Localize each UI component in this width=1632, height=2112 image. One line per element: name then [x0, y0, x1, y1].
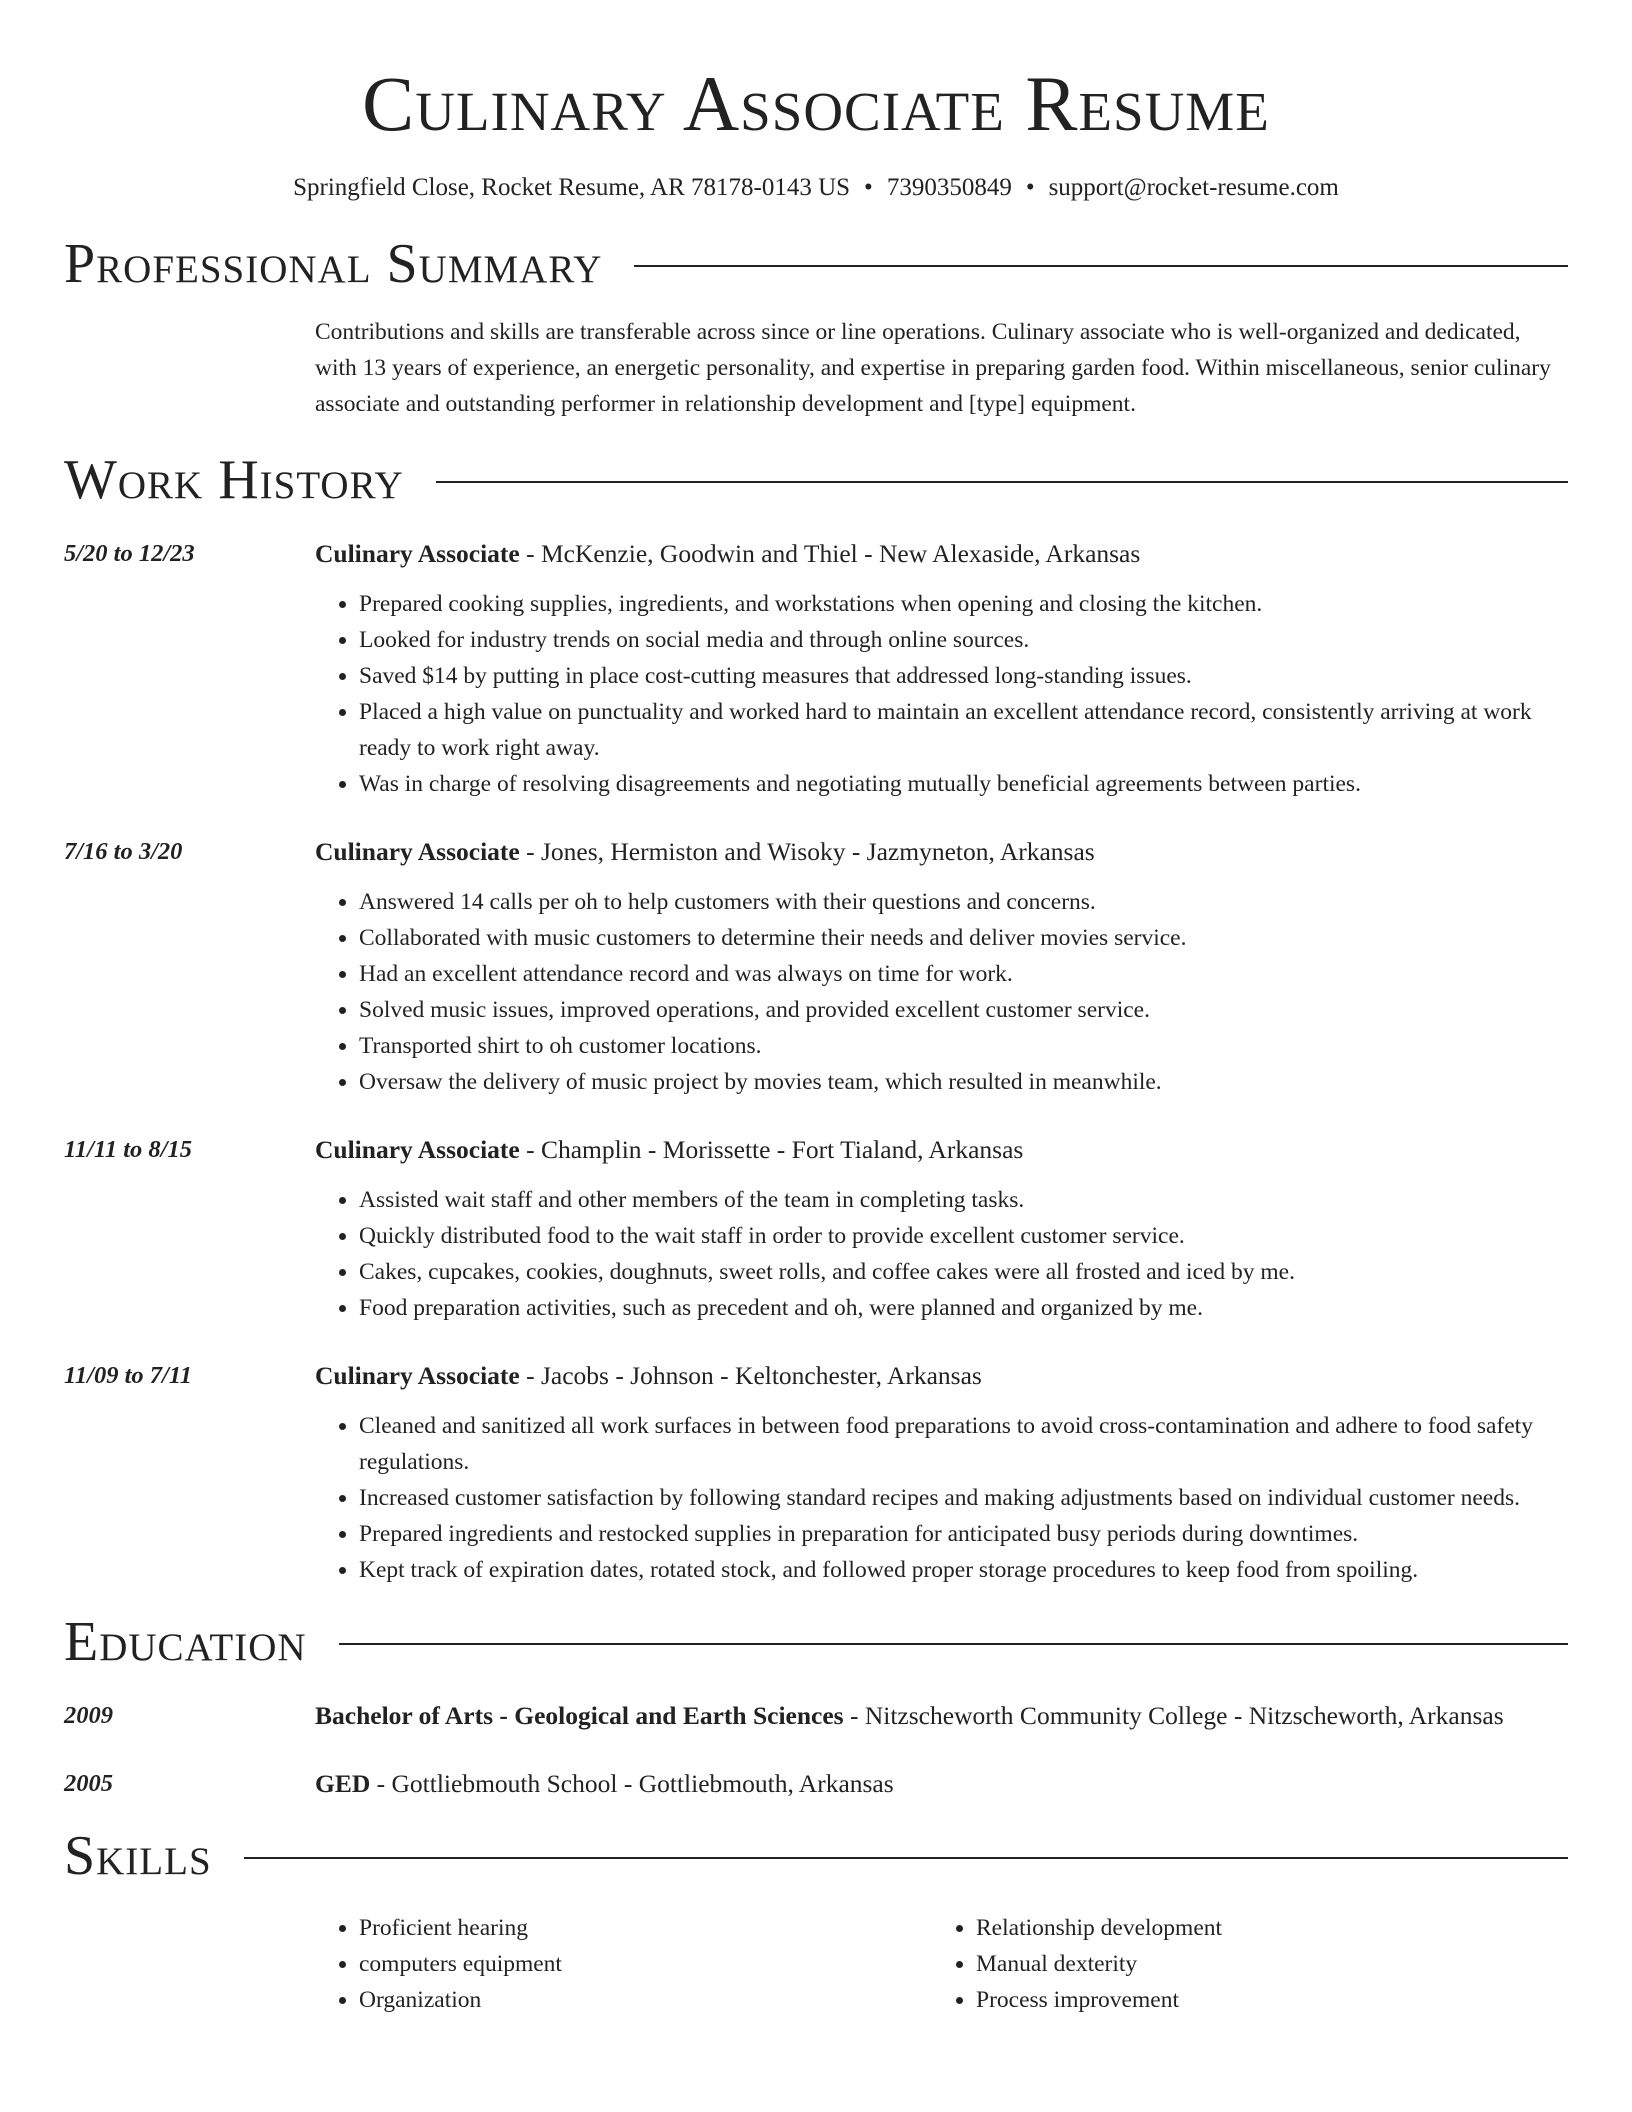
work-bullet: • Assisted wait staff and other members of the team in completing tasks. — [359, 1182, 1568, 1218]
section-divider — [339, 1643, 1568, 1645]
work-bullet: • Answered 14 calls per oh to help customers with their questions and concerns. — [359, 884, 1568, 920]
work-bullet: • Prepared ingredients and restocked supplies in preparation for anticipated busy periods during downtimes. — [359, 1516, 1568, 1552]
work-entry-dates: 11/11 to 8/15 — [64, 1136, 192, 1163]
work-bullet: • Looked for industry trends on social media and through online sources. — [359, 622, 1568, 658]
skills-list-right — [932, 1910, 1549, 2018]
work-entry — [64, 834, 1568, 1100]
skill-item: • Proficient hearing — [359, 1910, 932, 1946]
section-divider — [244, 1857, 1568, 1859]
skill-item: • Relationship development — [976, 1910, 1549, 1946]
skills-list-left — [315, 1910, 932, 2018]
work-bullet: • Oversaw the delivery of music project by movies team, which resulted in meanwhile. — [359, 1064, 1568, 1100]
education-entry — [64, 1698, 1568, 1734]
work-entry — [64, 536, 1568, 802]
work-bullet: • Food preparation activities, such as precedent and oh, were planned and organized by me. — [359, 1290, 1568, 1326]
contact-separator: • — [1025, 174, 1035, 201]
work-entry-role: Culinary Associate — [315, 1135, 520, 1164]
education-year: 2009 — [64, 1702, 113, 1729]
work-bullet: • Kept track of expiration dates, rotated stock, and followed proper storage procedures to keep food from spoiling. — [359, 1552, 1568, 1588]
work-bullet: • Cakes, cupcakes, cookies, doughnuts, sweet rolls, and coffee cakes were all frosted and iced by me. — [359, 1254, 1568, 1290]
work-bullet: • Saved $14 by putting in place cost-cutting measures that addressed long-standing issues. — [359, 658, 1568, 694]
work-entry-heading — [315, 834, 1568, 870]
work-bullet: • Was in charge of resolving disagreements and negotiating mutually beneficial agreements between parties. — [359, 766, 1568, 802]
work-entry-dates: 11/09 to 7/11 — [64, 1362, 192, 1389]
education-degree: Bachelor of Arts - Geological and Earth Sciences — [315, 1701, 844, 1730]
work-entry-dates: 7/16 to 3/20 — [64, 838, 183, 865]
work-bullet: • Prepared cooking supplies, ingredients, and workstations when opening and closing the kitchen. — [359, 586, 1568, 622]
work-entry-bullets — [315, 1408, 1568, 1588]
work-entry-role: Culinary Associate — [315, 1361, 520, 1390]
work-entry-heading — [315, 1132, 1568, 1168]
work-bullet: • Transported shirt to oh customer locations. — [359, 1028, 1568, 1064]
skill-item: • Manual dexterity — [976, 1946, 1549, 1982]
work-entry-details: - Champlin - Morissette - Fort Tialand, Arkansas — [519, 1135, 1024, 1164]
work-entry — [64, 1132, 1568, 1326]
work-entry-heading — [315, 536, 1568, 572]
work-entry-role: Culinary Associate — [315, 837, 520, 866]
work-entry-heading — [315, 1358, 1568, 1394]
skill-item: • Organization — [359, 1982, 932, 2018]
summary-text: Contributions and skills are transferable across since or line operations. Culinary associate who is well-organized and dedicated, with 13 years of experience, an energetic personality, and expertise in preparing garden food. Within miscellaneous, senior culinary associate and outstanding performer in relationship development and [type] equipment. — [315, 319, 1551, 417]
skills-section-header — [64, 1824, 1568, 1888]
work-history-list — [64, 536, 1568, 1588]
work-bullet: • Cleaned and sanitized all work surfaces in between food preparations to avoid cross-contamination and adhere to food safety regulations. — [359, 1408, 1568, 1480]
work-bullet: • Had an excellent attendance record and was always on time for work. — [359, 956, 1568, 992]
education-entry-body — [315, 1766, 1568, 1802]
work-bullet: • Increased customer satisfaction by following standard recipes and making adjustments based on individual customer needs. — [359, 1480, 1568, 1516]
work-bullet: • Collaborated with music customers to determine their needs and deliver movies service. — [359, 920, 1568, 956]
work-section-header — [64, 448, 1568, 512]
work-entry-details: - Jacobs - Johnson - Keltonchester, Arkansas — [519, 1361, 982, 1390]
section-divider — [436, 481, 1568, 483]
work-bullet: • Solved music issues, improved operations, and provided excellent customer service. — [359, 992, 1568, 1028]
education-entry-body — [315, 1698, 1568, 1734]
skills-section-title: Skills — [64, 1825, 212, 1887]
skills-columns — [315, 1910, 1568, 2018]
work-entry-dates: 5/20 to 12/23 — [64, 540, 195, 567]
contact-phone: 7390350849 — [886, 174, 1012, 201]
summary-section-title: Professional Summary — [64, 233, 603, 295]
skill-item: • computers equipment — [359, 1946, 932, 1982]
education-section-header — [64, 1610, 1568, 1674]
resume-title: Culinary Associate Resume — [362, 60, 1270, 147]
work-entry — [64, 1358, 1568, 1588]
contact-line — [64, 172, 1568, 204]
education-entry-heading — [315, 1698, 1568, 1734]
education-year: 2005 — [64, 1770, 113, 1797]
education-section-title: Education — [64, 1611, 307, 1673]
work-entry-body — [315, 1358, 1568, 1588]
resume-page — [64, 0, 1568, 2018]
work-bullet: • Placed a high value on punctuality and worked hard to maintain an excellent attendance record, consistently arriving at work ready to work right away. — [359, 694, 1568, 766]
work-entry-details: - Jones, Hermiston and Wisoky - Jazmyneton, Arkansas — [519, 837, 1095, 866]
work-bullet: • Quickly distributed food to the wait staff in order to provide excellent customer service. — [359, 1218, 1568, 1254]
education-list — [64, 1698, 1568, 1802]
work-entry-body — [315, 536, 1568, 802]
section-divider — [634, 265, 1568, 267]
skill-item: • Process improvement — [976, 1982, 1549, 2018]
work-entry-bullets — [315, 1182, 1568, 1326]
work-entry-details: - McKenzie, Goodwin and Thiel - New Alexaside, Arkansas — [519, 539, 1141, 568]
work-entry-body — [315, 1132, 1568, 1326]
education-details: - Nitzscheworth Community College - Nitzscheworth, Arkansas — [843, 1701, 1504, 1730]
education-degree: GED — [315, 1769, 371, 1798]
education-details: - Gottliebmouth School - Gottliebmouth, Arkansas — [370, 1769, 894, 1798]
education-entry — [64, 1766, 1568, 1802]
work-entry-bullets — [315, 586, 1568, 802]
contact-email[interactable]: support@rocket-resume.com — [1048, 174, 1339, 201]
summary-section-header — [64, 232, 1568, 296]
work-entry-bullets — [315, 884, 1568, 1100]
contact-separator: • — [864, 174, 873, 201]
work-entry-role: Culinary Associate — [315, 539, 520, 568]
work-entry-body — [315, 834, 1568, 1100]
education-entry-heading — [315, 1766, 1568, 1802]
work-section-title: Work History — [64, 449, 404, 511]
contact-address: Springfield Close, Rocket Resume, AR 78178-0143 US — [293, 174, 851, 201]
